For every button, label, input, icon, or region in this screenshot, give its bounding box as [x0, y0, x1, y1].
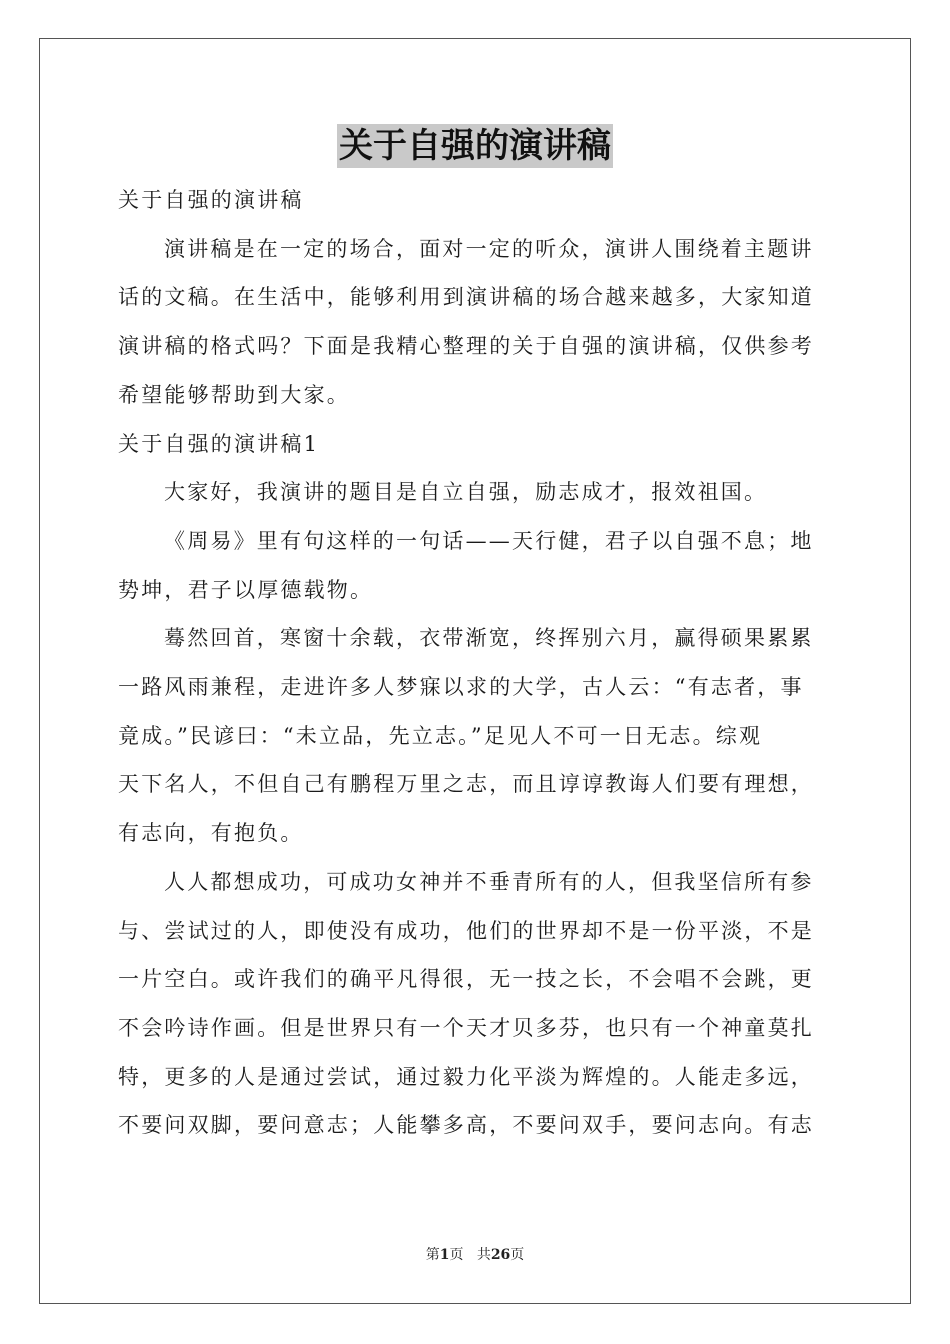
- paragraph-line: 演讲稿是在一定的场合，面对一定的听众，演讲人围绕着主题讲: [164, 236, 814, 261]
- footer-prefix: 第: [425, 1247, 440, 1263]
- paragraph-line: 天下名人，不但自己有鹏程万里之志，而且谆谆教诲人们要有理想，: [118, 772, 814, 797]
- paragraph-line: 一路风雨兼程，走进许多人梦寐以求的大学，古人云：“有志者，事: [118, 675, 804, 700]
- subtitle-line: 关于自强的演讲稿: [118, 188, 304, 212]
- paragraph-line: 蓦然回首，寒窗十余载，衣带渐宽，终挥别六月，赢得硕果累累: [164, 626, 814, 651]
- footer-total-suffix: 页: [510, 1247, 525, 1263]
- paragraph-line: 大家好，我演讲的题目是自立自强，励志成才，报效祖国。: [164, 480, 768, 505]
- page-footer: [0, 1244, 950, 1264]
- paragraph-line: 不会吟诗作画。但是世界只有一个天才贝多芬，也只有一个神童莫扎: [118, 1015, 814, 1040]
- paragraph-line: 有志向，有抱负。: [118, 821, 304, 846]
- paragraph-line: 演讲稿的格式吗？下面是我精心整理的关于自强的演讲稿，仅供参考: [118, 334, 814, 359]
- paragraph-line: 一片空白。或许我们的确平凡得很，无一技之长，不会唱不会跳，更: [118, 967, 814, 992]
- paragraph-line: 话的文稿。在生活中，能够利用到演讲稿的场合越来越多，大家知道: [118, 285, 814, 310]
- footer-total-prefix: 共: [476, 1247, 491, 1263]
- paragraph-line: 势坤，君子以厚德载物。: [118, 577, 374, 602]
- footer-page-word: 页: [449, 1247, 464, 1263]
- document-title: 关于自强的演讲稿: [339, 126, 611, 166]
- paragraph-line: 竟成。”民谚曰：“未立品，先立志。”足见人不可一日无志。综观: [118, 723, 763, 748]
- paragraph-line: 与、尝试过的人，即使没有成功，他们的世界却不是一份平淡，不是: [118, 918, 814, 943]
- title-container: [0, 124, 950, 168]
- section-heading: 关于自强的演讲稿1: [118, 431, 320, 456]
- paragraph-line: 不要问双脚，要问意志；人能攀多高，不要问双手，要问志向。有志: [118, 1113, 814, 1138]
- total-pages-number: 26: [490, 1247, 511, 1263]
- current-page-number: 1: [439, 1247, 450, 1263]
- paragraph-line: 希望能够帮助到大家。: [118, 382, 350, 407]
- paragraph-line: 《周易》里有句这样的一句话——天行健，君子以自强不息；地: [164, 528, 814, 553]
- paragraph-line: 人人都想成功，可成功女神并不垂青所有的人，但我坚信所有参: [164, 869, 814, 894]
- document-body: [118, 176, 834, 1150]
- paragraph-line: 特，更多的人是通过尝试，通过毅力化平淡为辉煌的。人能走多远，: [118, 1064, 814, 1089]
